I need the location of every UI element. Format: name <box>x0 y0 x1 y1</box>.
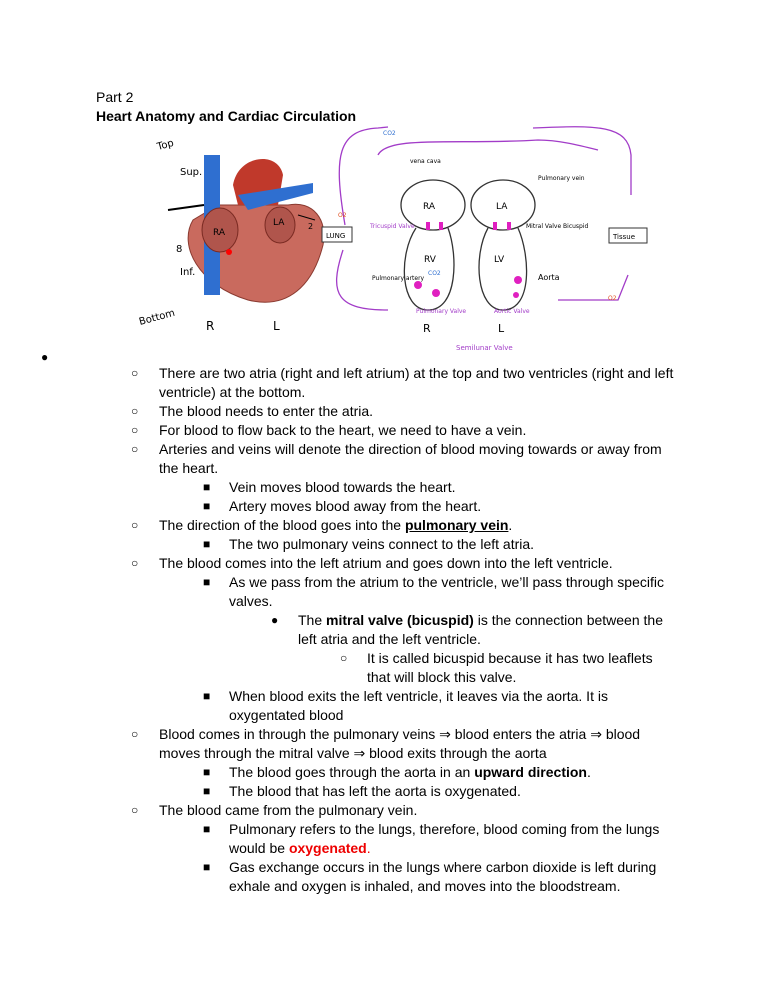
emphasis: upward direction <box>474 764 587 780</box>
flow-co2: CO2 <box>383 130 396 137</box>
flow-lung: LUNG <box>326 232 346 240</box>
text: . <box>366 840 371 856</box>
bullet-marker: ■ <box>203 499 211 513</box>
list-item: There are two atria (right and left atrium) at the top and two ventricles (right and left ventricle) at the bottom. <box>159 365 674 400</box>
label-sup: Sup. <box>180 167 203 178</box>
list-item: As we pass from the atrium to the ventricle, we’ll pass through specific valves. <box>229 574 664 609</box>
list-item: The two pulmonary veins connect to the left atria. <box>229 536 535 552</box>
flow-vena-cava: vena cava <box>410 158 441 165</box>
flow-r: R <box>423 322 431 335</box>
flow-lv: LV <box>494 255 505 265</box>
bullet-marker: ■ <box>203 765 211 779</box>
bullet-marker: ■ <box>203 575 211 589</box>
label-heart-ra: RA <box>213 228 226 238</box>
list-item: Vein moves blood towards the heart. <box>229 479 456 495</box>
label-top: Top <box>155 137 176 153</box>
flow-pulmonary-artery: Pulmonary artery <box>372 275 425 282</box>
bullet-marker: ○ <box>131 556 139 570</box>
bullet-marker: ○ <box>131 423 139 437</box>
list-item <box>229 820 669 858</box>
heart-diagram <box>138 125 662 357</box>
list-item <box>229 763 684 782</box>
part-label: Part 2 <box>96 89 134 105</box>
list-item: The blood comes into the left atrium and goes down into the left ventricle. <box>159 555 613 571</box>
label-2: 2 <box>308 222 314 231</box>
bullet-marker: ■ <box>203 480 211 494</box>
bullet-marker: ○ <box>131 366 139 380</box>
flow-rv: RV <box>424 255 436 265</box>
flow-pulmonary-valve: Pulmonary Valve <box>416 308 467 315</box>
list-item: The blood needs to enter the atria. <box>159 403 374 419</box>
flow-tricuspid: Tricuspid Valve <box>370 223 415 230</box>
flow-ra: RA <box>423 202 436 212</box>
text: The blood goes through the aorta in an <box>229 764 475 780</box>
bullet-marker: ● <box>41 350 49 364</box>
bullet-marker: ■ <box>203 822 211 836</box>
list-item: For blood to flow back to the heart, we need to have a vein. <box>159 422 527 438</box>
bullet-marker: ○ <box>131 442 139 456</box>
emphasis-red: oxygenated <box>288 840 367 856</box>
list-item: Arteries and veins will denote the direction of blood moving towards or away from the heart. <box>159 441 662 476</box>
text: . <box>586 764 591 780</box>
flow-aortic-valve: Aortic Valve <box>494 308 530 315</box>
label-inf: Inf. <box>180 267 196 278</box>
bullet-marker: ■ <box>203 689 211 703</box>
bullet-marker: ■ <box>203 860 211 874</box>
flow-la: LA <box>496 202 508 212</box>
list-item: The blood came from the pulmonary vein. <box>159 802 418 818</box>
flow-pulmonary-vein: Pulmonary vein <box>538 175 585 182</box>
label-l: L <box>273 319 280 333</box>
list-item <box>159 516 684 535</box>
list-item: The blood that has left the aorta is oxygenated. <box>229 783 521 799</box>
flow-semilunar: Semilunar Valve <box>456 344 513 352</box>
list-item: Blood comes in through the pulmonary veins ⇒ blood enters the atria ⇒ blood moves through the mitral valve ⇒ blood exits through the aorta <box>159 726 641 761</box>
bullet-marker: ■ <box>203 537 211 551</box>
list-item <box>298 611 678 649</box>
flow-tissue: Tissue <box>613 233 636 241</box>
label-heart-la: LA <box>273 218 285 228</box>
flow-mitral: Mitral Valve Bicuspid <box>526 223 589 230</box>
bullet-marker: ○ <box>131 518 139 532</box>
flow-l: L <box>498 322 505 335</box>
list-item: It is called bicuspid because it has two leaflets that will block this valve. <box>367 650 653 685</box>
bullet-marker: ● <box>271 613 279 627</box>
flow-o2: O2 <box>338 212 347 219</box>
text: The direction of the blood goes into the <box>159 517 405 533</box>
section-title: Heart Anatomy and Cardiac Circulation <box>96 108 357 124</box>
text: . <box>508 517 513 533</box>
label-r: R <box>206 319 215 333</box>
label-8: 8 <box>176 244 183 255</box>
bullet-marker: ○ <box>131 404 139 418</box>
bullet-marker: ○ <box>131 727 139 741</box>
bullet-marker: ■ <box>203 784 211 798</box>
flow-aorta: Aorta <box>538 273 560 282</box>
flow-co2-rv: CO2 <box>428 270 441 277</box>
list-item: Gas exchange occurs in the lungs where carbon dioxide is left during exhale and oxygen is inhaled, and moves into the bloodstream. <box>229 859 657 894</box>
text: is the connection between the left atria and the left ventricle. <box>298 612 663 647</box>
emphasis: mitral valve (bicuspid) <box>326 612 474 628</box>
bullet-marker: ○ <box>340 651 348 665</box>
bullet-marker: ○ <box>131 803 139 817</box>
list-item: Artery moves blood away from the heart. <box>229 498 482 514</box>
text: The <box>298 612 327 628</box>
emphasis: pulmonary vein <box>404 517 509 533</box>
label-bottom: Bottom <box>138 307 177 328</box>
flow-o2-tissue: O2 <box>608 295 617 302</box>
list-item: When blood exits the left ventricle, it leaves via the aorta. It is oxygentated blood <box>229 688 608 723</box>
text: Pulmonary refers to the lungs, therefore, blood coming from the lungs would be <box>229 821 660 856</box>
